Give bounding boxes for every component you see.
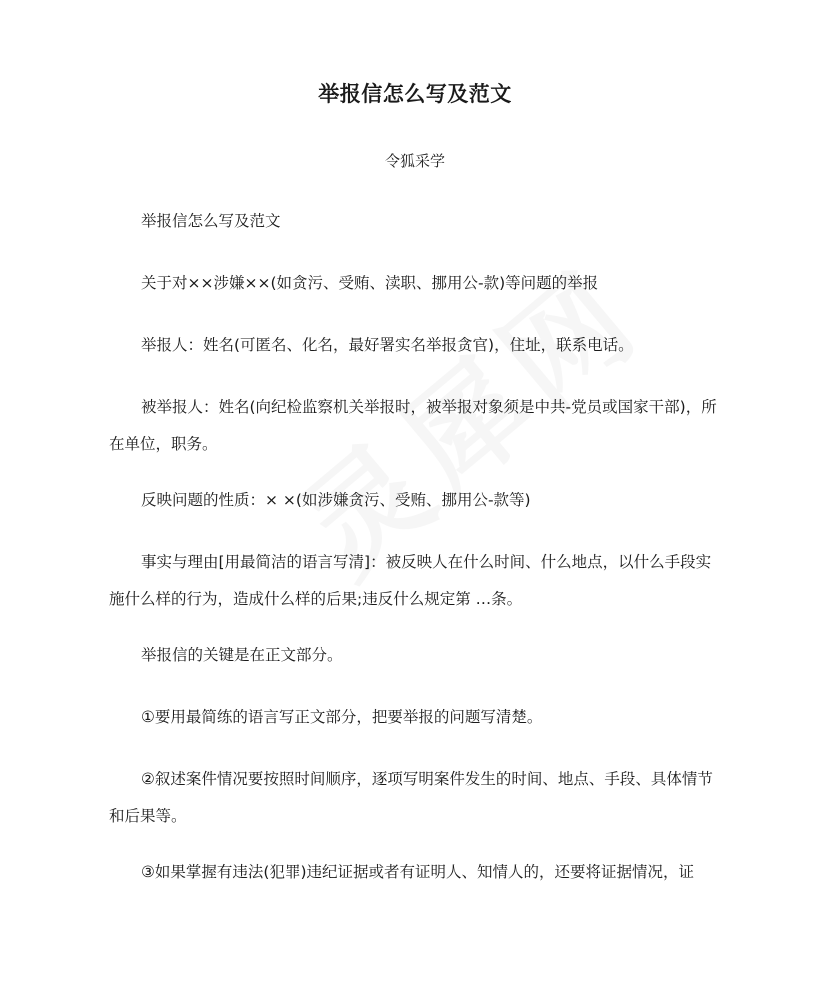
paragraph: ①要用最简练的语言写正文部分，把要举报的问题写清楚。 — [141, 708, 543, 726]
paragraph: 举报信怎么写及范文 — [141, 212, 281, 230]
paragraph: 关于对××涉嫌××(如贪污、受贿、渎职、挪用公-款)等问题的举报 — [141, 274, 599, 292]
paragraph: 举报人：姓名(可匿名、化名，最好署实名举报贪官)，住址，联系电话。 — [141, 336, 634, 354]
paragraph: ③如果掌握有违法(犯罪)违纪证据或者有证明人、知情人的，还要将证据情况，证 — [141, 863, 694, 881]
paragraph: ②叙述案件情况要按照时间顺序，逐项写明案件发生的时间、地点、手段、具体情节和后果等。 — [109, 770, 713, 825]
paragraph: 被举报人：姓名(向纪检监察机关举报时，被举报对象须是中共-党员或国家干部)，所在单位，职务。 — [109, 398, 717, 453]
paragraph: 反映问题的性质：× ×(如涉嫌贪污、受贿、挪用公-款等) — [141, 491, 531, 509]
document-title: 举报信怎么写及范文 — [318, 82, 512, 106]
document-author: 令狐采学 — [384, 152, 445, 170]
paragraph: 举报信的关键是在正文部分。 — [141, 646, 343, 664]
paragraph: 事实与理由[用最简洁的语言写清]：被反映人在什么时间、什么地点，以什么手段实施什么样的行为，造成什么样的后果;违反什么规定第 …条。 — [109, 553, 712, 608]
